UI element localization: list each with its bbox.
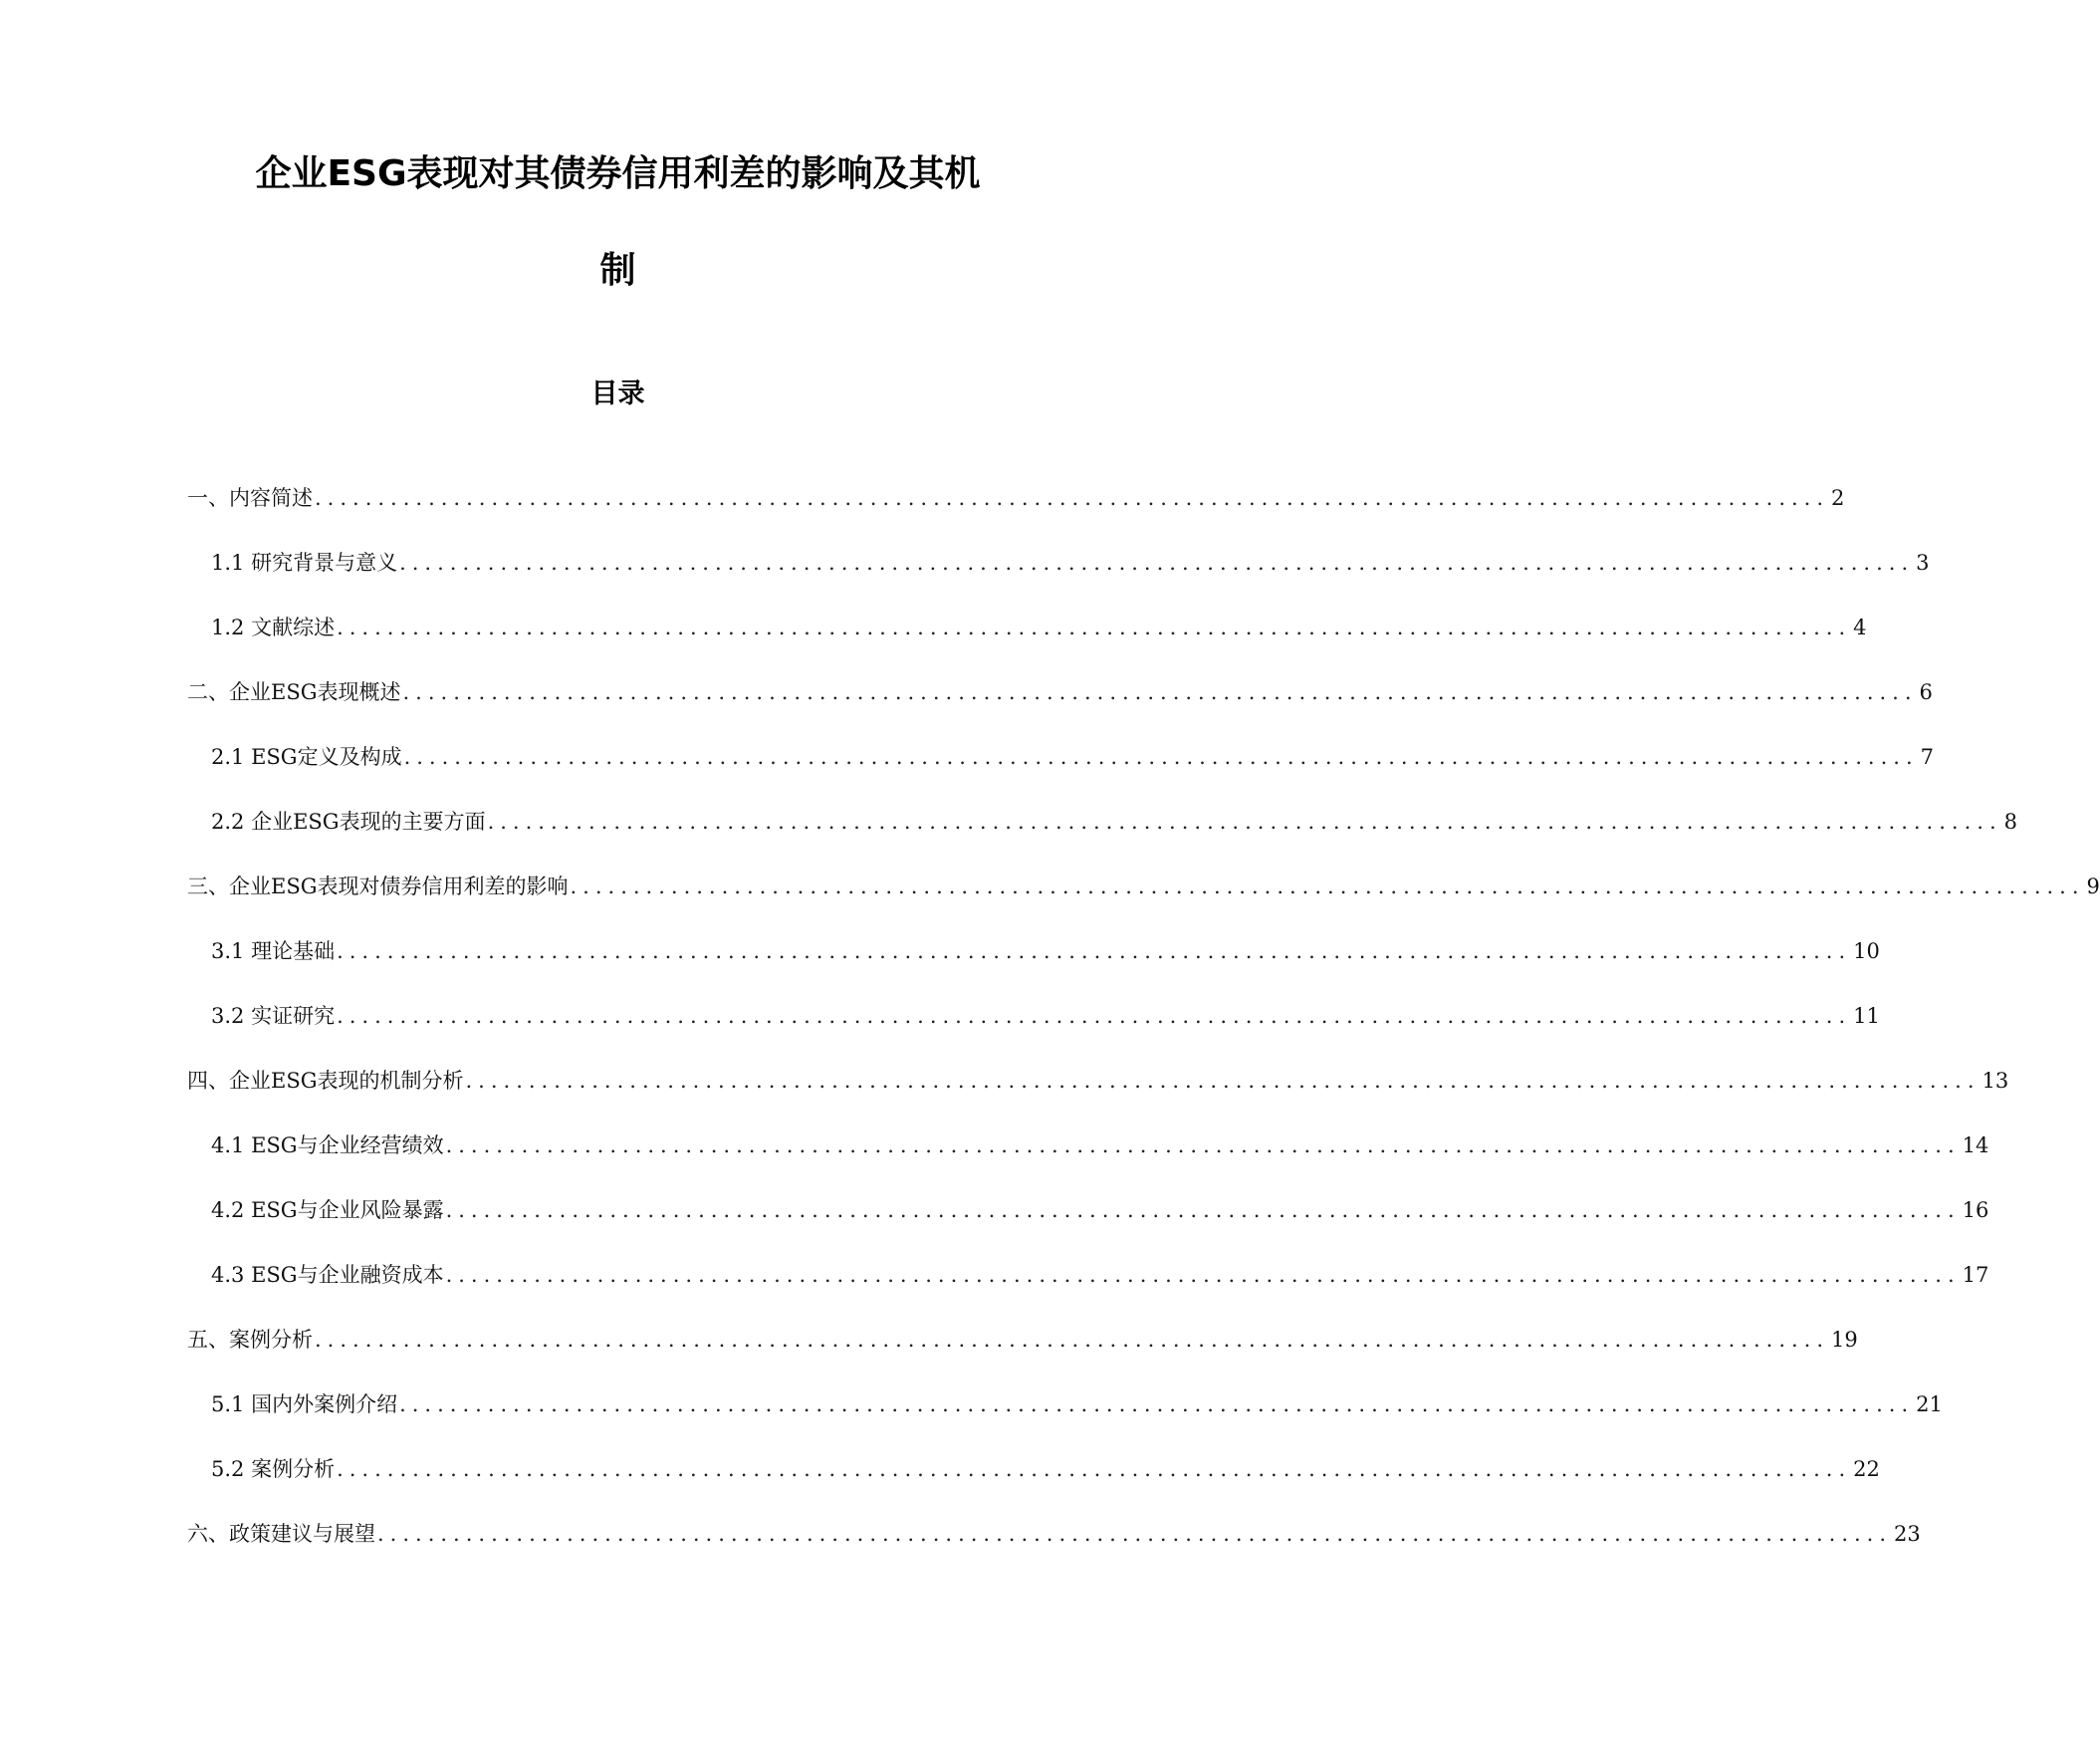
toc-dot-leader: ........................................................................................................................ <box>337 1457 1852 1481</box>
toc-entry-page-number: 8 <box>2003 810 2017 834</box>
toc-heading: 目录 <box>590 378 645 409</box>
toc-entry-line <box>211 1130 1989 1160</box>
toc-entry-line <box>187 1519 1921 1549</box>
toc-dot-leader: ........................................................................................................................ <box>337 616 1852 639</box>
toc-entry-page-number: 17 <box>1962 1263 1989 1287</box>
toc-dot-leader: ........................................................................................................................ <box>399 551 1915 575</box>
toc-dot-leader: ........................................................................................................................ <box>399 1392 1915 1416</box>
toc-entry[interactable] <box>0 742 1934 807</box>
toc-dot-leader: ........................................................................................................................ <box>377 1522 1893 1546</box>
toc-entry-label: 1.1 研究背景与意义 <box>211 551 398 575</box>
toc-entry-page-number: 7 <box>1920 745 1934 769</box>
toc-entry-page-number: 10 <box>1853 939 1880 963</box>
toc-entry-page-number: 13 <box>1982 1069 2009 1093</box>
toc-entry[interactable] <box>0 1454 1880 1519</box>
toc-entry-page-number: 9 <box>2086 874 2100 898</box>
toc-entry[interactable] <box>0 613 1867 677</box>
toc-entry-page-number: 4 <box>1853 616 1867 639</box>
toc-entry-line <box>211 742 1934 772</box>
toc-entry-line <box>211 548 1930 578</box>
toc-dot-leader: ........................................................................................................................ <box>570 874 2085 898</box>
toc-entry-label: 3.2 实证研究 <box>211 1004 336 1028</box>
toc-dot-leader: ........................................................................................................................ <box>465 1069 1981 1093</box>
toc-entry-label: 三、企业ESG表现对债券信用利差的影响 <box>187 874 569 898</box>
toc-dot-leader: ........................................................................................................................ <box>337 1004 1852 1028</box>
toc-entry-line <box>187 1066 2009 1096</box>
toc-entry-label: 3.1 理论基础 <box>211 939 336 963</box>
toc-entry-page-number: 11 <box>1853 1004 1880 1028</box>
toc-entry-line <box>187 677 1933 707</box>
toc-entry-line <box>211 1195 1989 1225</box>
toc-entry-label: 5.1 国内外案例介绍 <box>211 1392 398 1416</box>
toc-entry-label: 5.2 案例分析 <box>211 1457 336 1481</box>
toc-dot-leader: ........................................................................................................................ <box>445 1198 1961 1222</box>
toc-entry[interactable] <box>0 872 2100 936</box>
toc-entry-line <box>187 872 2100 901</box>
toc-entry[interactable] <box>0 483 1845 548</box>
toc-entry-line <box>211 936 1880 966</box>
table-of-contents <box>0 483 2100 1584</box>
toc-entry[interactable] <box>0 548 1930 613</box>
toc-entry-page-number: 23 <box>1894 1522 1921 1546</box>
toc-dot-leader: ........................................................................................................................ <box>403 745 1919 769</box>
toc-entry-label: 六、政策建议与展望 <box>187 1522 375 1546</box>
toc-entry-label: 四、企业ESG表现的机制分析 <box>187 1069 464 1093</box>
toc-dot-leader: ........................................................................................................................ <box>402 680 1918 704</box>
toc-entry-line <box>187 483 1845 513</box>
toc-entry[interactable] <box>0 1066 2009 1130</box>
toc-entry-page-number: 16 <box>1962 1198 1989 1222</box>
toc-entry-page-number: 21 <box>1916 1392 1943 1416</box>
toc-entry-label: 1.2 文献综述 <box>211 616 336 639</box>
toc-entry-label: 一、内容简述 <box>187 486 313 510</box>
toc-dot-leader: ........................................................................................................................ <box>337 939 1852 963</box>
toc-entry[interactable] <box>0 936 1880 1001</box>
toc-entry-line <box>211 807 2017 837</box>
toc-entry[interactable] <box>0 1195 1989 1260</box>
toc-entry[interactable] <box>0 1130 1989 1195</box>
toc-dot-leader: ........................................................................................................................ <box>445 1133 1961 1157</box>
toc-entry[interactable] <box>0 1325 1858 1389</box>
toc-entry[interactable] <box>0 1260 1989 1325</box>
toc-entry[interactable] <box>0 1001 1880 1066</box>
toc-entry[interactable] <box>0 1389 1943 1454</box>
toc-entry-label: 4.2 ESG与企业风险暴露 <box>211 1198 444 1222</box>
toc-entry-page-number: 2 <box>1831 486 1845 510</box>
toc-dot-leader: ........................................................................................................................ <box>315 1328 1830 1352</box>
document-title-line-1: 企业ESG表现对其债券信用利差的影响及其机 <box>255 153 981 194</box>
toc-entry-label: 4.1 ESG与企业经营绩效 <box>211 1133 444 1157</box>
toc-entry-line <box>187 1325 1858 1355</box>
toc-entry-page-number: 22 <box>1853 1457 1880 1481</box>
toc-entry-line <box>211 1001 1880 1031</box>
toc-entry[interactable] <box>0 677 1933 742</box>
toc-dot-leader: ........................................................................................................................ <box>315 486 1830 510</box>
toc-entry[interactable] <box>0 807 2017 872</box>
toc-entry-label: 4.3 ESG与企业融资成本 <box>211 1263 444 1287</box>
toc-entry-line <box>211 613 1867 642</box>
toc-entry[interactable] <box>0 1519 1921 1584</box>
toc-dot-leader: ........................................................................................................................ <box>487 810 2002 834</box>
toc-entry-page-number: 19 <box>1831 1328 1858 1352</box>
toc-dot-leader: ........................................................................................................................ <box>445 1263 1961 1287</box>
toc-entry-label: 五、案例分析 <box>187 1328 313 1352</box>
toc-entry-page-number: 3 <box>1916 551 1930 575</box>
toc-entry-label: 2.1 ESG定义及构成 <box>211 745 402 769</box>
toc-entry-page-number: 6 <box>1919 680 1933 704</box>
toc-entry-page-number: 14 <box>1962 1133 1989 1157</box>
toc-entry-line <box>211 1454 1880 1484</box>
toc-entry-line <box>211 1260 1989 1290</box>
toc-entry-label: 2.2 企业ESG表现的主要方面 <box>211 810 486 834</box>
toc-entry-label: 二、企业ESG表现概述 <box>187 680 401 704</box>
toc-entry-line <box>211 1389 1943 1419</box>
document-title-line-2: 制 <box>599 250 636 291</box>
